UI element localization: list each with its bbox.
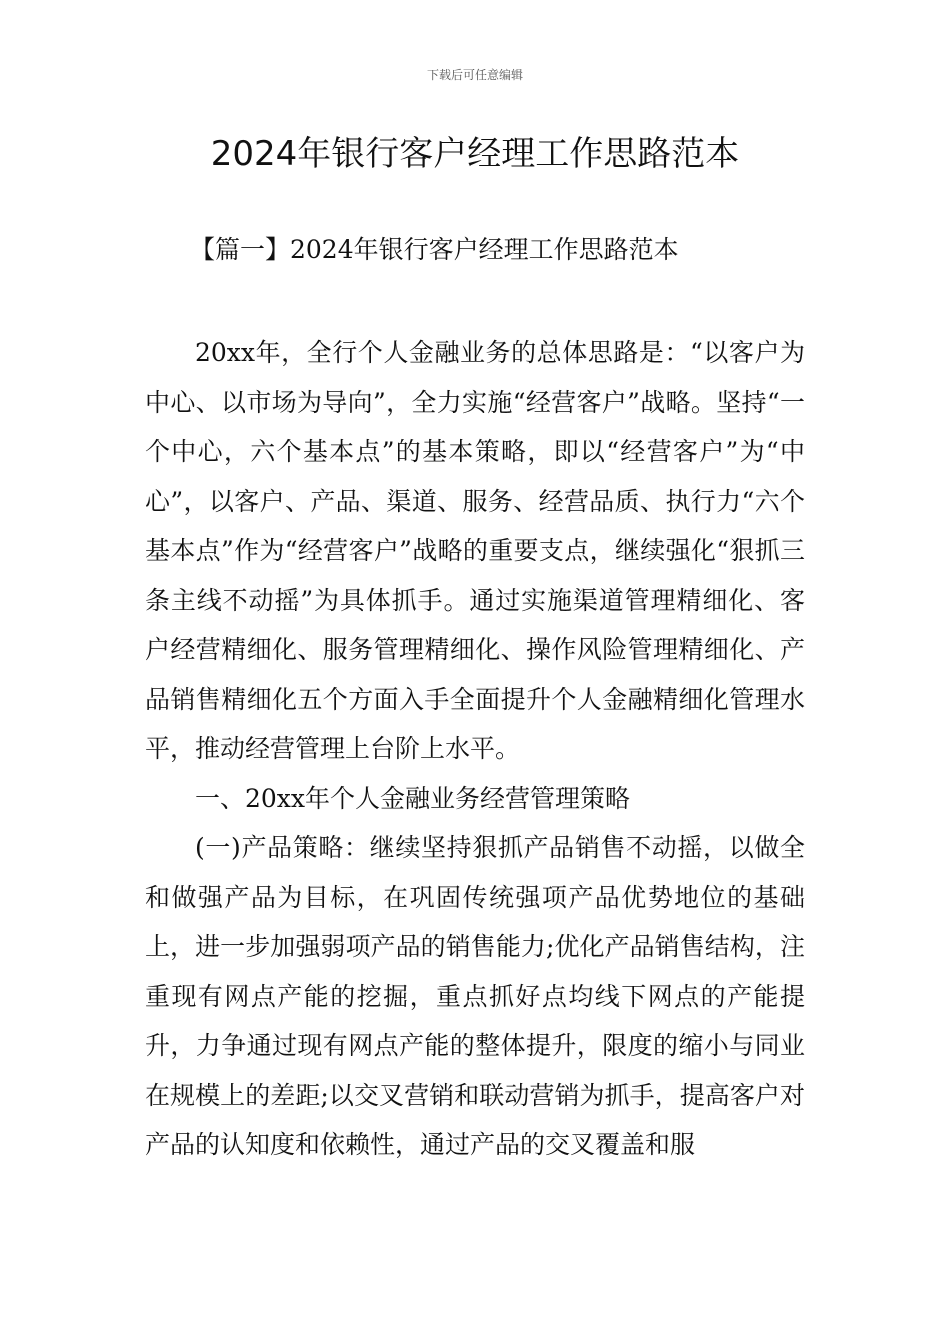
paragraph-heading: 一、20xx年个人金融业务经营管理策略 — [195, 783, 631, 813]
paragraph: (一)产品策略：继续坚持狠抓产品销售不动摇，以做全和做强产品为目标，在巩固传统强项产品优势地位的基础上，进一步加强弱项产品的销售能力;优化产品销售结构，注重现有网点产能的挖掘，重点抓好点均线下网点的产能提升，力争通过现有网点产能的整体提升，限度的缩小与同业在规模上的差距;以交叉营销和联动营销为抓手，提高客户对产品的认知度和依赖性，通过产品的交叉覆盖和服 — [145, 833, 805, 1159]
section-heading: 【篇一】2024年银行客户经理工作思路范本 — [190, 235, 679, 264]
body-text — [145, 328, 805, 1170]
paragraph: 20xx年，全行个人金融业务的总体思路是：“以客户为中心、以市场为导向”，全力实施“经营客户”战略。坚持“一个中心，六个基本点”的基本策略，即以“经营客户”为“中心”，以客户、产品、渠道、服务、经营品质、执行力“六个基本点”作为“经营客户”战略的重要支点，继续强化“狠抓三条主线不动摇”为具体抓手。通过实施渠道管理精细化、客户经营精细化、服务管理精细化、操作风险管理精细化、产品销售精细化五个方面入手全面提升个人金融精细化管理水平，推动经营管理上台阶上水平。 — [145, 338, 805, 763]
document-title: 2024年银行客户经理工作思路范本 — [210, 134, 740, 174]
header-note: 下载后可任意编辑 — [426, 68, 523, 82]
